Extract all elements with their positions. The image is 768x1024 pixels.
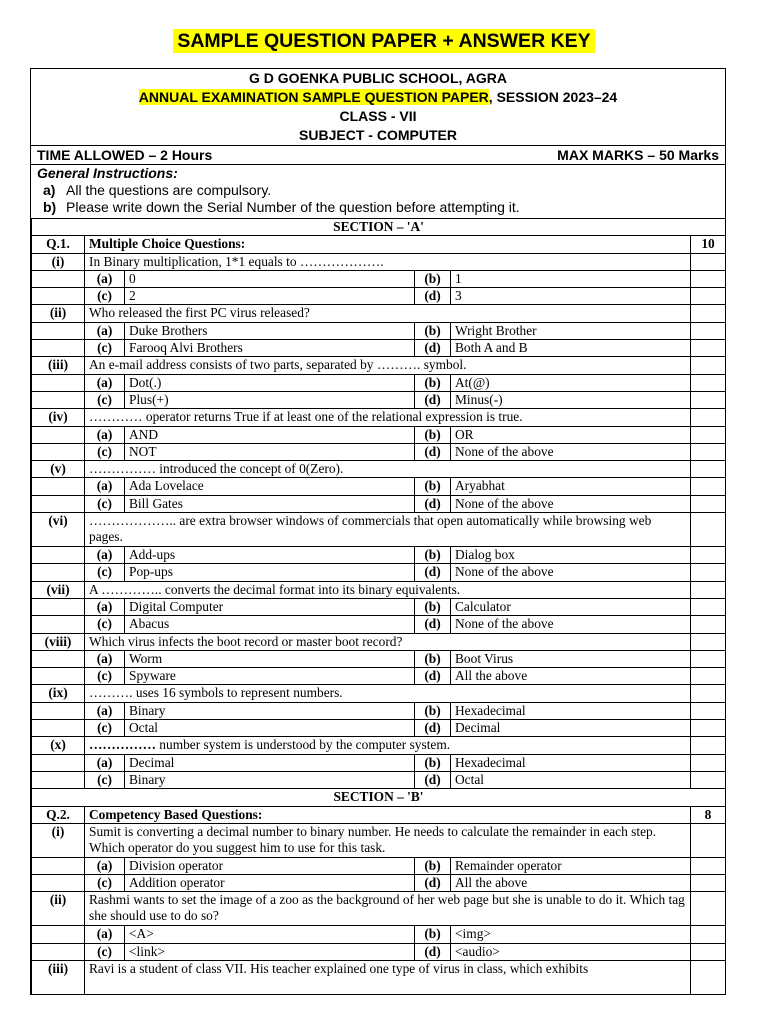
option-spacer bbox=[32, 340, 85, 357]
options-row bbox=[32, 495, 726, 512]
question-number: Q.2. bbox=[32, 806, 85, 823]
option-c: NOT bbox=[125, 443, 415, 460]
section-title: SECTION – 'B' bbox=[32, 789, 726, 806]
option-spacer bbox=[32, 616, 85, 633]
option-b: Hexadecimal bbox=[451, 702, 691, 719]
option-a: Division operator bbox=[125, 857, 415, 874]
question-row bbox=[32, 581, 726, 598]
question-marks-cell bbox=[691, 892, 726, 926]
option-label-c: (c) bbox=[85, 495, 125, 512]
option-label-a: (a) bbox=[85, 702, 125, 719]
option-a: 0 bbox=[125, 270, 415, 287]
option-d: None of the above bbox=[451, 443, 691, 460]
option-label-a: (a) bbox=[85, 754, 125, 771]
question-text bbox=[85, 305, 691, 322]
option-label-c: (c) bbox=[85, 340, 125, 357]
options-row bbox=[32, 668, 726, 685]
question-marks: 10 bbox=[691, 236, 726, 253]
option-marks-cell bbox=[691, 857, 726, 874]
option-marks-cell bbox=[691, 322, 726, 339]
option-label-d: (d) bbox=[415, 495, 451, 512]
section-heading-row bbox=[32, 789, 726, 806]
option-d: Minus(-) bbox=[451, 391, 691, 408]
option-marks-cell bbox=[691, 668, 726, 685]
option-label-d: (d) bbox=[415, 564, 451, 581]
option-marks-cell bbox=[691, 720, 726, 737]
options-row bbox=[32, 857, 726, 874]
options-row bbox=[32, 443, 726, 460]
max-marks: MAX MARKS – 50 Marks bbox=[557, 147, 719, 163]
question-group-title: Multiple Choice Questions: bbox=[85, 236, 691, 253]
question-sub-number: (iii) bbox=[32, 960, 85, 994]
option-spacer bbox=[32, 650, 85, 667]
question-text-body: ………… operator returns True if at least one of the relational expression is true. bbox=[89, 409, 523, 425]
question-text bbox=[85, 513, 691, 547]
paper-header bbox=[31, 69, 725, 145]
option-label-a: (a) bbox=[85, 426, 125, 443]
question-marks-cell bbox=[691, 409, 726, 426]
option-d: None of the above bbox=[451, 616, 691, 633]
options-row bbox=[32, 391, 726, 408]
exam-title-highlight: ANNUAL EXAMINATION SAMPLE QUESTION PAPER bbox=[138, 89, 489, 105]
instruction-item bbox=[37, 199, 725, 216]
option-spacer bbox=[32, 943, 85, 960]
question-text-body: …………… introduced the concept of 0(Zero). bbox=[89, 461, 344, 477]
option-d: None of the above bbox=[451, 495, 691, 512]
question-sub-number: (x) bbox=[32, 737, 85, 754]
option-label-b: (b) bbox=[415, 754, 451, 771]
question-text-body: Sumit is converting a decimal number to binary number. He needs to calculate the remainder in each step. Which operator do you suggest him to use for this task. bbox=[89, 823, 657, 855]
question-sub-number: (v) bbox=[32, 461, 85, 478]
option-label-c: (c) bbox=[85, 391, 125, 408]
question-row bbox=[32, 823, 726, 857]
question-sub-number: (i) bbox=[32, 823, 85, 857]
options-row bbox=[32, 270, 726, 287]
question-row bbox=[32, 737, 726, 754]
question-text bbox=[85, 253, 691, 270]
option-label-b: (b) bbox=[415, 426, 451, 443]
option-marks-cell bbox=[691, 771, 726, 788]
question-sub-number: (ii) bbox=[32, 305, 85, 322]
options-row bbox=[32, 547, 726, 564]
question-sub-number: (i) bbox=[32, 253, 85, 270]
option-marks-cell bbox=[691, 926, 726, 943]
option-label-a: (a) bbox=[85, 270, 125, 287]
option-c: 2 bbox=[125, 288, 415, 305]
question-text-body: In Binary multiplication, 1*1 equals to ………………. bbox=[89, 253, 384, 269]
options-row bbox=[32, 926, 726, 943]
option-label-b: (b) bbox=[415, 270, 451, 287]
question-text bbox=[85, 892, 691, 926]
option-marks-cell bbox=[691, 391, 726, 408]
option-label-c: (c) bbox=[85, 943, 125, 960]
options-row bbox=[32, 478, 726, 495]
option-spacer bbox=[32, 754, 85, 771]
option-label-b: (b) bbox=[415, 926, 451, 943]
options-row bbox=[32, 340, 726, 357]
options-row bbox=[32, 288, 726, 305]
question-sub-number: (vii) bbox=[32, 581, 85, 598]
question-sub-number: (viii) bbox=[32, 633, 85, 650]
question-sub-number: (ii) bbox=[32, 892, 85, 926]
option-marks-cell bbox=[691, 426, 726, 443]
instructions-title: General Instructions: bbox=[37, 165, 178, 181]
option-spacer bbox=[32, 547, 85, 564]
option-spacer bbox=[32, 668, 85, 685]
question-marks-cell bbox=[691, 357, 726, 374]
option-spacer bbox=[32, 564, 85, 581]
question-number: Q.1. bbox=[32, 236, 85, 253]
option-b: 1 bbox=[451, 270, 691, 287]
option-spacer bbox=[32, 720, 85, 737]
instruction-item bbox=[37, 182, 725, 199]
option-label-a: (a) bbox=[85, 598, 125, 615]
question-text bbox=[85, 461, 691, 478]
option-spacer bbox=[32, 270, 85, 287]
subject-label: SUBJECT - COMPUTER bbox=[299, 127, 457, 143]
options-row bbox=[32, 650, 726, 667]
question-marks-cell bbox=[691, 581, 726, 598]
option-d: Both A and B bbox=[451, 340, 691, 357]
question-row bbox=[32, 685, 726, 702]
option-label-d: (d) bbox=[415, 340, 451, 357]
option-spacer bbox=[32, 288, 85, 305]
option-label-a: (a) bbox=[85, 322, 125, 339]
question-marks-cell bbox=[691, 685, 726, 702]
option-label-a: (a) bbox=[85, 547, 125, 564]
option-label-b: (b) bbox=[415, 547, 451, 564]
option-marks-cell bbox=[691, 875, 726, 892]
question-text-body: ……………….. are extra browser windows of commercials that open automatically while browsing web pages. bbox=[89, 513, 652, 545]
option-a: Worm bbox=[125, 650, 415, 667]
exam-session: , SESSION 2023–24 bbox=[488, 89, 618, 105]
question-marks: 8 bbox=[691, 806, 726, 823]
option-label-d: (d) bbox=[415, 443, 451, 460]
option-b: Remainder operator bbox=[451, 857, 691, 874]
option-marks-cell bbox=[691, 754, 726, 771]
option-spacer bbox=[32, 857, 85, 874]
option-a: Ada Lovelace bbox=[125, 478, 415, 495]
option-a: Dot(.) bbox=[125, 374, 415, 391]
option-d: All the above bbox=[451, 875, 691, 892]
question-sub-number: (iv) bbox=[32, 409, 85, 426]
option-marks-cell bbox=[691, 564, 726, 581]
option-spacer bbox=[32, 391, 85, 408]
question-row bbox=[32, 960, 726, 994]
option-label-c: (c) bbox=[85, 720, 125, 737]
option-c: Binary bbox=[125, 771, 415, 788]
option-label-a: (a) bbox=[85, 650, 125, 667]
class-label: CLASS - VII bbox=[339, 108, 417, 124]
option-c: Abacus bbox=[125, 616, 415, 633]
option-marks-cell bbox=[691, 443, 726, 460]
question-text bbox=[85, 581, 691, 598]
option-b: Hexadecimal bbox=[451, 754, 691, 771]
option-label-b: (b) bbox=[415, 478, 451, 495]
option-a: Decimal bbox=[125, 754, 415, 771]
options-row bbox=[32, 616, 726, 633]
option-marks-cell bbox=[691, 340, 726, 357]
option-spacer bbox=[32, 443, 85, 460]
question-marks-cell bbox=[691, 823, 726, 857]
question-marks-cell bbox=[691, 305, 726, 322]
option-marks-cell bbox=[691, 495, 726, 512]
option-label-b: (b) bbox=[415, 857, 451, 874]
option-b: OR bbox=[451, 426, 691, 443]
option-a: AND bbox=[125, 426, 415, 443]
option-a: Digital Computer bbox=[125, 598, 415, 615]
question-text-body: A ………….. converts the decimal format into its binary equivalents. bbox=[89, 581, 461, 597]
options-row bbox=[32, 564, 726, 581]
options-row bbox=[32, 754, 726, 771]
question-text bbox=[85, 633, 691, 650]
question-marks-cell bbox=[691, 461, 726, 478]
question-row bbox=[32, 461, 726, 478]
option-d: All the above bbox=[451, 668, 691, 685]
option-label-d: (d) bbox=[415, 288, 451, 305]
option-label-d: (d) bbox=[415, 943, 451, 960]
options-row bbox=[32, 702, 726, 719]
questions-table bbox=[31, 218, 726, 995]
question-row bbox=[32, 409, 726, 426]
option-a: Duke Brothers bbox=[125, 322, 415, 339]
question-text bbox=[85, 409, 691, 426]
option-label-b: (b) bbox=[415, 650, 451, 667]
option-label-c: (c) bbox=[85, 668, 125, 685]
question-group-title: Competency Based Questions: bbox=[85, 806, 691, 823]
option-label-c: (c) bbox=[85, 616, 125, 633]
option-spacer bbox=[32, 771, 85, 788]
instruction-label: a) bbox=[43, 182, 56, 198]
option-spacer bbox=[32, 478, 85, 495]
option-c: Octal bbox=[125, 720, 415, 737]
options-row bbox=[32, 771, 726, 788]
option-label-d: (d) bbox=[415, 391, 451, 408]
banner-title: SAMPLE QUESTION PAPER + ANSWER KEY bbox=[173, 29, 594, 53]
option-marks-cell bbox=[691, 702, 726, 719]
option-label-c: (c) bbox=[85, 288, 125, 305]
question-group-row bbox=[32, 806, 726, 823]
option-marks-cell bbox=[691, 478, 726, 495]
question-text-body: Who released the first PC virus released? bbox=[89, 305, 310, 321]
option-label-b: (b) bbox=[415, 322, 451, 339]
question-sub-number: (iii) bbox=[32, 357, 85, 374]
option-marks-cell bbox=[691, 598, 726, 615]
options-row bbox=[32, 374, 726, 391]
question-group-row bbox=[32, 236, 726, 253]
options-row bbox=[32, 720, 726, 737]
instruction-text: Please write down the Serial Number of the question before attempting it. bbox=[66, 199, 520, 215]
option-label-a: (a) bbox=[85, 926, 125, 943]
option-label-c: (c) bbox=[85, 771, 125, 788]
option-b: <img> bbox=[451, 926, 691, 943]
instruction-label: b) bbox=[43, 199, 57, 215]
option-marks-cell bbox=[691, 943, 726, 960]
options-row bbox=[32, 598, 726, 615]
instruction-text: All the questions are compulsory. bbox=[66, 182, 272, 198]
option-spacer bbox=[32, 598, 85, 615]
question-text-body: An e-mail address consists of two parts, separated by ………. symbol. bbox=[89, 357, 467, 373]
option-b: Aryabhat bbox=[451, 478, 691, 495]
option-label-b: (b) bbox=[415, 702, 451, 719]
option-label-d: (d) bbox=[415, 875, 451, 892]
time-allowed: TIME ALLOWED – 2 Hours bbox=[37, 147, 213, 163]
question-text bbox=[85, 357, 691, 374]
option-label-d: (d) bbox=[415, 771, 451, 788]
option-b: At(@) bbox=[451, 374, 691, 391]
option-c: Spyware bbox=[125, 668, 415, 685]
options-row bbox=[32, 322, 726, 339]
general-instructions bbox=[31, 164, 725, 218]
options-row bbox=[32, 426, 726, 443]
question-text bbox=[85, 960, 691, 994]
option-label-c: (c) bbox=[85, 564, 125, 581]
option-d: None of the above bbox=[451, 564, 691, 581]
option-marks-cell bbox=[691, 374, 726, 391]
option-label-d: (d) bbox=[415, 720, 451, 737]
option-marks-cell bbox=[691, 288, 726, 305]
option-c: Farooq Alvi Brothers bbox=[125, 340, 415, 357]
option-spacer bbox=[32, 702, 85, 719]
option-spacer bbox=[32, 495, 85, 512]
question-marks-cell bbox=[691, 513, 726, 547]
question-text bbox=[85, 823, 691, 857]
option-a: Add-ups bbox=[125, 547, 415, 564]
section-title: SECTION – 'A' bbox=[32, 219, 726, 236]
question-row bbox=[32, 305, 726, 322]
option-c: Pop-ups bbox=[125, 564, 415, 581]
option-d: <audio> bbox=[451, 943, 691, 960]
option-d: 3 bbox=[451, 288, 691, 305]
option-b: Calculator bbox=[451, 598, 691, 615]
question-text-body: ………. uses 16 symbols to represent numbers. bbox=[89, 685, 343, 701]
question-text-body: Rashmi wants to set the image of a zoo as the background of her web page but she is unable to do it. Which tag she should use to do so? bbox=[89, 892, 685, 924]
question-row bbox=[32, 633, 726, 650]
question-sub-number: (ix) bbox=[32, 685, 85, 702]
school-name: G D GOENKA PUBLIC SCHOOL, AGRA bbox=[249, 70, 507, 86]
question-marks-cell bbox=[691, 960, 726, 994]
option-label-a: (a) bbox=[85, 478, 125, 495]
question-paper bbox=[30, 68, 726, 995]
exam-meta-row bbox=[31, 145, 725, 164]
option-marks-cell bbox=[691, 270, 726, 287]
options-row bbox=[32, 875, 726, 892]
question-text bbox=[85, 685, 691, 702]
question-row bbox=[32, 357, 726, 374]
option-spacer bbox=[32, 374, 85, 391]
question-row bbox=[32, 253, 726, 270]
option-spacer bbox=[32, 875, 85, 892]
option-a: <A> bbox=[125, 926, 415, 943]
question-row bbox=[32, 892, 726, 926]
option-a: Binary bbox=[125, 702, 415, 719]
option-b: Boot Virus bbox=[451, 650, 691, 667]
question-text-body: Ravi is a student of class VII. His teacher explained one type of virus in class, which exhibits bbox=[89, 960, 589, 976]
option-label-a: (a) bbox=[85, 857, 125, 874]
option-label-c: (c) bbox=[85, 875, 125, 892]
question-text bbox=[85, 737, 691, 754]
question-blank: …………… bbox=[89, 737, 156, 753]
option-marks-cell bbox=[691, 650, 726, 667]
option-label-d: (d) bbox=[415, 668, 451, 685]
option-d: Decimal bbox=[451, 720, 691, 737]
question-marks-cell bbox=[691, 633, 726, 650]
question-text-body: Which virus infects the boot record or master boot record? bbox=[89, 633, 403, 649]
page-banner bbox=[0, 30, 768, 53]
option-marks-cell bbox=[691, 547, 726, 564]
option-c: Addition operator bbox=[125, 875, 415, 892]
section-heading-row bbox=[32, 219, 726, 236]
option-spacer bbox=[32, 426, 85, 443]
option-marks-cell bbox=[691, 616, 726, 633]
option-c: <link> bbox=[125, 943, 415, 960]
question-sub-number: (vi) bbox=[32, 513, 85, 547]
options-row bbox=[32, 943, 726, 960]
option-label-b: (b) bbox=[415, 598, 451, 615]
question-marks-cell bbox=[691, 737, 726, 754]
option-b: Dialog box bbox=[451, 547, 691, 564]
exam-title bbox=[31, 88, 725, 107]
option-spacer bbox=[32, 322, 85, 339]
question-marks-cell bbox=[691, 253, 726, 270]
question-text-body: number system is understood by the computer system. bbox=[155, 737, 451, 753]
option-d: Octal bbox=[451, 771, 691, 788]
option-b: Wright Brother bbox=[451, 322, 691, 339]
option-label-a: (a) bbox=[85, 374, 125, 391]
option-c: Plus(+) bbox=[125, 391, 415, 408]
option-label-c: (c) bbox=[85, 443, 125, 460]
option-label-d: (d) bbox=[415, 616, 451, 633]
option-spacer bbox=[32, 926, 85, 943]
option-c: Bill Gates bbox=[125, 495, 415, 512]
option-label-b: (b) bbox=[415, 374, 451, 391]
question-row bbox=[32, 513, 726, 547]
